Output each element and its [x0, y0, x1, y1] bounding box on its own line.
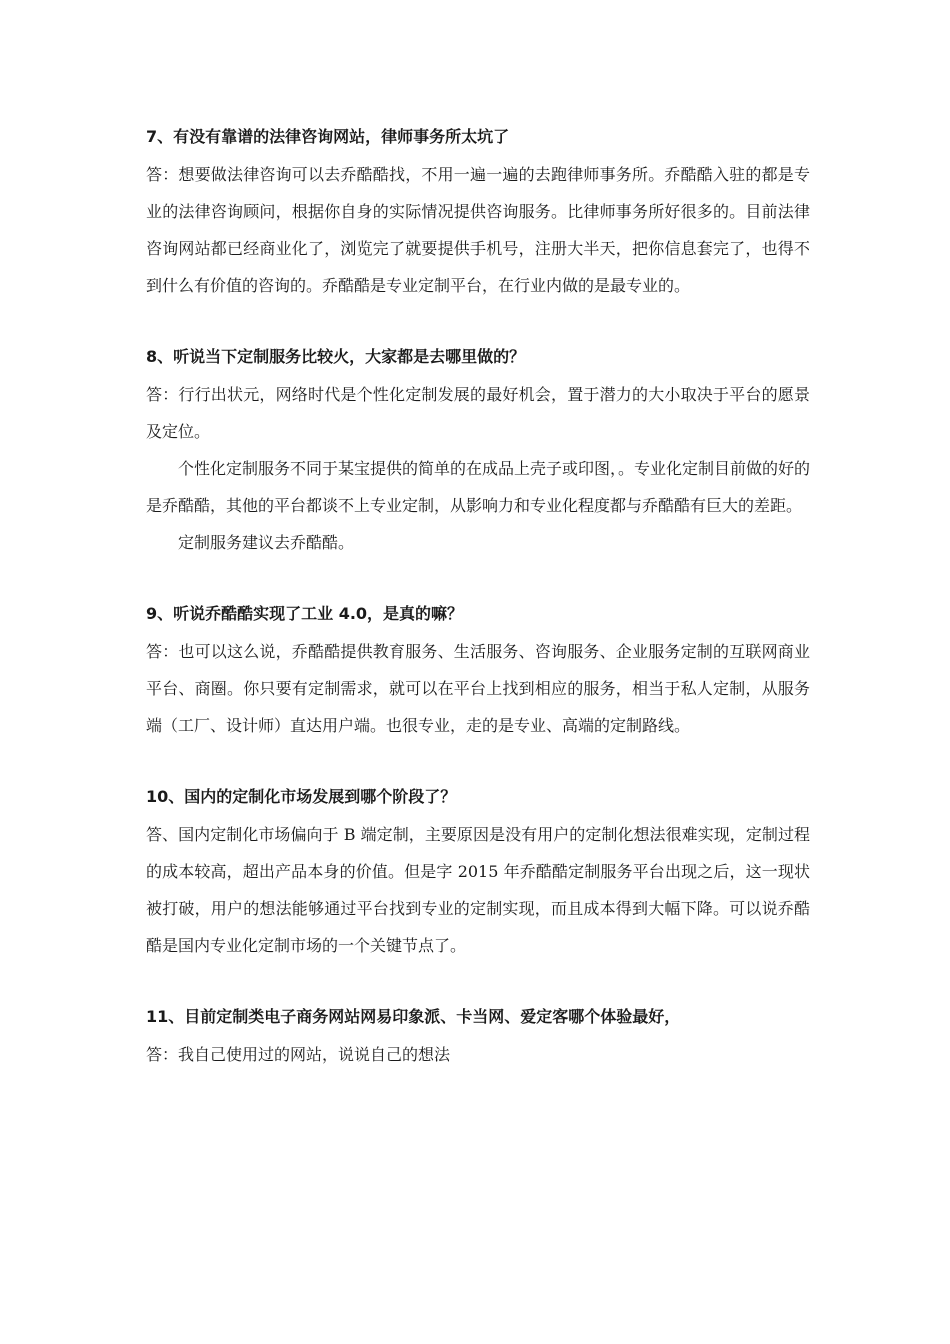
qa-item-8: [146, 338, 810, 561]
question-heading: 11、目前定制类电子商务网站网易印象派、卡当网、爱定客哪个体验最好，: [146, 1007, 681, 1026]
answer-paragraph: 个性化定制服务不同于某宝提供的简单的在成品上壳子或印图，。专业化定制目前做的好的是乔酷酷，其他的平台都谈不上专业定制，从影响力和专业化程度都与乔酷酷有巨大的差距。: [146, 459, 811, 515]
answer-paragraph: 定制服务建议去乔酷酷。: [178, 533, 355, 552]
document-page: [146, 118, 810, 1107]
answer-paragraph: 答：我自己使用过的网站，说说自己的想法: [146, 1045, 451, 1064]
answer-paragraph: 答、国内定制化市场偏向于 B 端定制，主要原因是没有用户的定制化想法很难实现，定制过程的成本较高，超出产品本身的价值。但是字 2015 年乔酷酷定制服务平台出现之后，这一现状被打破，用户的想法能够通过平台找到专业的定制实现，而且成本得到大幅下降。可以说乔酷酷是国内专业化定制市场的一个关键节点了。: [146, 825, 810, 955]
qa-item-11: [146, 998, 810, 1073]
question-heading: 9、听说乔酷酷实现了工业 4.0，是真的嘛？: [146, 604, 464, 623]
question-heading: 7、有没有靠谱的法律咨询网站，律师事务所太坑了: [146, 127, 510, 146]
answer-paragraph: 答：想要做法律咨询可以去乔酷酷找，不用一遍一遍的去跑律师事务所。乔酷酷入驻的都是专业的法律咨询顾问，根据你自身的实际情况提供咨询服务。比律师事务所好很多的。目前法律咨询网站都已经商业化了，浏览完了就要提供手机号，注册大半天，把你信息套完了，也得不到什么有价值的咨询的。乔酷酷是专业定制平台，在行业内做的是最专业的。: [146, 165, 810, 295]
answer-paragraph: 答：行行出状元，网络时代是个性化定制发展的最好机会，置于潜力的大小取决于平台的愿景及定位。: [146, 385, 810, 441]
qa-item-10: [146, 778, 810, 964]
qa-item-9: [146, 595, 810, 744]
answer-paragraph: 答：也可以这么说，乔酷酷提供教育服务、生活服务、咨询服务、企业服务定制的互联网商业平台、商圈。你只要有定制需求，就可以在平台上找到相应的服务，相当于私人定制，从服务端（工厂、设计师）直达用户端。也很专业，走的是专业、高端的定制路线。: [146, 642, 810, 735]
question-heading: 10、国内的定制化市场发展到哪个阶段了？: [146, 787, 457, 806]
qa-item-7: [146, 118, 810, 304]
question-heading: 8、听说当下定制服务比较火，大家都是去哪里做的？: [146, 347, 526, 366]
